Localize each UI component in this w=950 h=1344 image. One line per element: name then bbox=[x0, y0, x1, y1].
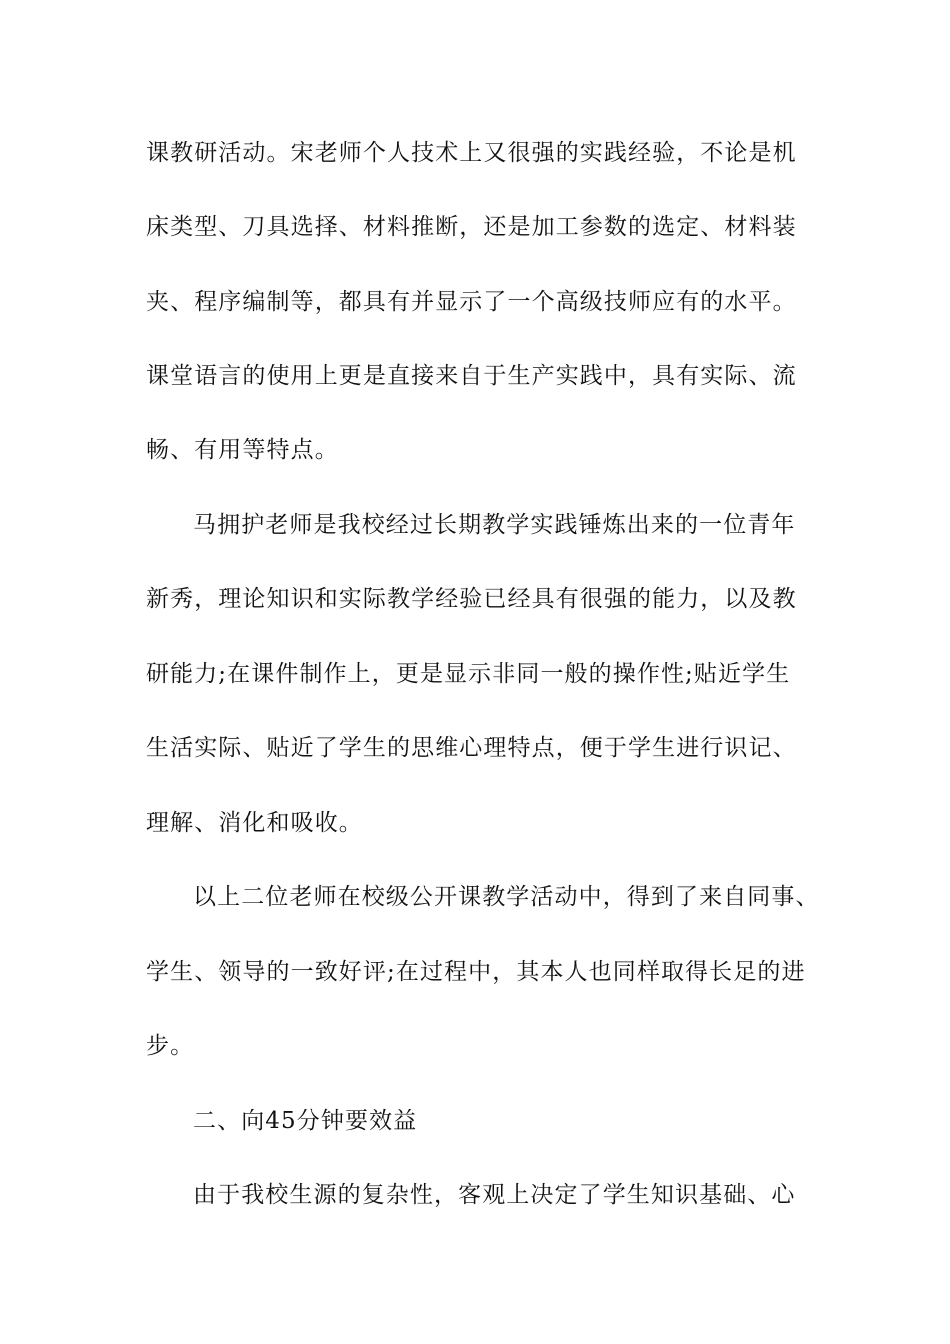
text-line: 新秀，理论知识和实际教学经验已经具有很强的能力，以及教 bbox=[146, 586, 797, 612]
section-heading: 二、向45分钟要效益 bbox=[193, 1108, 418, 1134]
text-line: 以上二位老师在校级公开课教学活动中，得到了来自同事、 bbox=[193, 884, 820, 910]
text-line: 课教研活动。宋老师个人技术上又很强的实践经验，不论是机 bbox=[146, 140, 797, 166]
text-line: 步。 bbox=[146, 1033, 195, 1059]
text-line: 床类型、刀具选择、材料推断，还是加工参数的选定、材料装 bbox=[146, 214, 797, 240]
text-line: 课堂语言的使用上更是直接来自于生产实践中，具有实际、流 bbox=[146, 363, 797, 389]
text-line: 研能力;在课件制作上，更是显示非同一般的操作性;贴近学生 bbox=[146, 661, 791, 687]
text-line: 夹、程序编制等，都具有并显示了一个高级技师应有的水平。 bbox=[146, 289, 797, 315]
text-line: 生活实际、贴近了学生的思维心理特点，便于学生进行识记、 bbox=[146, 735, 797, 761]
text-line: 由于我校生源的复杂性，客观上决定了学生知识基础、心 bbox=[193, 1182, 796, 1208]
text-line: 理解、消化和吸收。 bbox=[146, 810, 363, 836]
text-line: 畅、有用等特点。 bbox=[146, 437, 339, 463]
text-line: 马拥护老师是我校经过长期教学实践锤炼出来的一位青年 bbox=[193, 512, 796, 538]
text-line: 学生、领导的一致好评;在过程中，其本人也同样取得长足的进 bbox=[146, 959, 806, 985]
